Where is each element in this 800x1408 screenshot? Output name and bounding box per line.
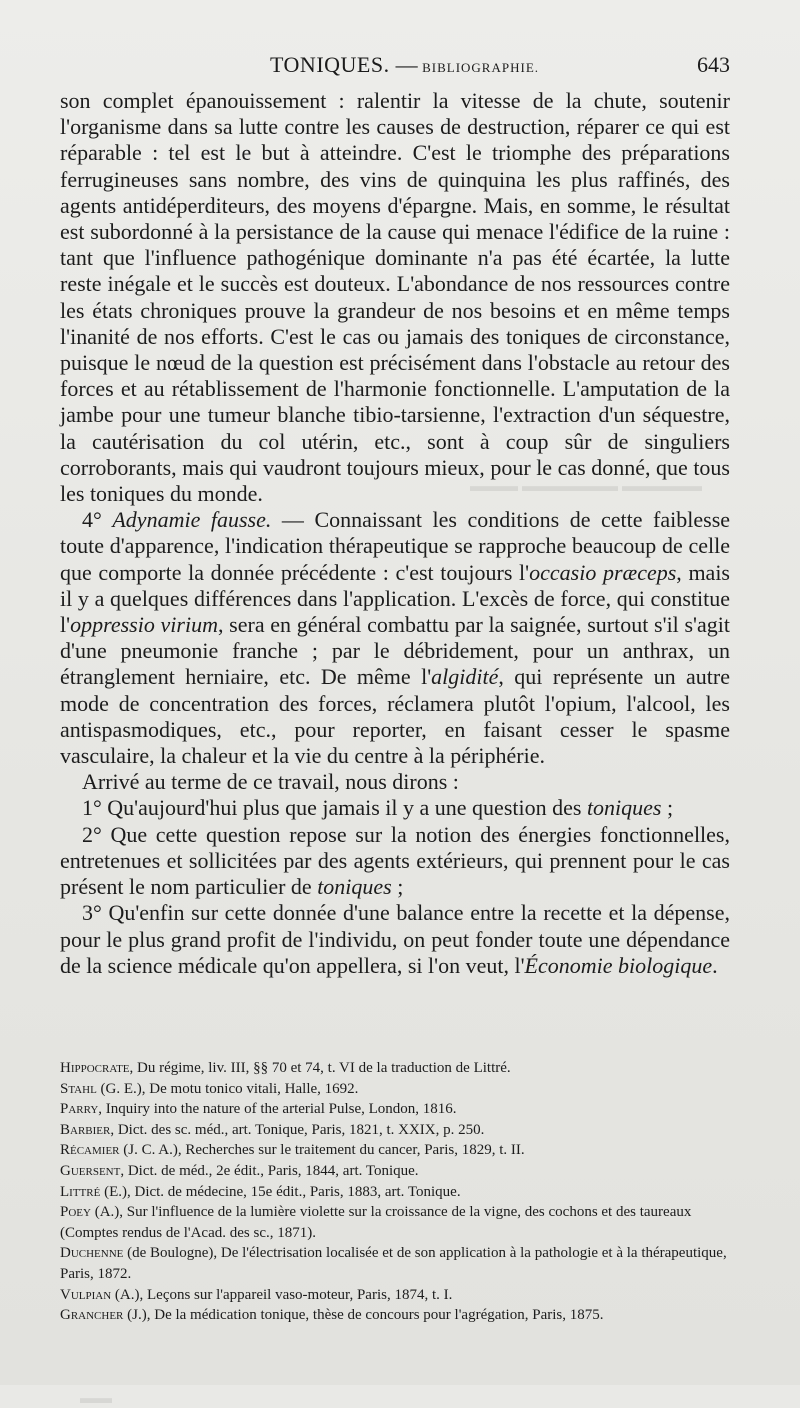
conclusion-point-1: 1° Qu'aujourd'hui plus que jamais il y a une question des toniques ;	[82, 795, 674, 821]
bibliography-entry: Barbier, Dict. des sc. méd., art. Tonique, Paris, 1821, t. XXIX, p. 250.	[60, 1121, 485, 1138]
bibliography-entry: Parry, Inquiry into the nature of the arterial Pulse, London, 1816.	[60, 1101, 457, 1118]
section-heading: Adynamie fausse.	[112, 507, 272, 533]
bibliography-entry: Hippocrate, Du régime, liv. III, §§ 70 et 74, t. VI de la traduction de Littré.	[60, 1060, 511, 1076]
bleed-through-decoration: ▬▬	[80, 1390, 112, 1407]
bibliography-entry: Grancher (J.), De la médication tonique, thèse de concours pour l'agrégation, Paris, 1875.	[60, 1307, 604, 1324]
paragraph-adynamie: 4° Adynamie fausse. — Connaissant les conditions de cette faiblesse toute d'apparence, l'indication thérapeutique se rapproche beaucoup de celle que comporte la donnée précédente : c'est toujours l'occasio præceps, mais il y a quelques différences dans l'application. L'excès de force, qui constitue l'oppressio virium, sera en général combattu par la saignée, surtout s'il s'agit d'une pneumonie franche ; par le débridement, pour un anthrax, un étranglement herniaire, etc. De même l'algidité, qui représente un autre mode de concentration des forces, réclamera plutôt l'opium, l'alcool, les antispasmodiques, etc., pour reporter, en faisant cesser le spasme vasculaire, la chaleur et la vie du centre à la périphérie.	[60, 507, 731, 769]
conclusion-point-3: 3° Qu'enfin sur cette donnée d'une balance entre la recette et la dépense, pour le plus grand profit de l'individu, on peut fonder toute une dépendance de la science médicale qu'on appellera, si l'on veut, l'Économie biologique.	[60, 900, 730, 978]
bibliography-entry: Récamier (J. C. A.), Recherches sur le traitement du cancer, Paris, 1829, t. II.	[60, 1142, 525, 1159]
paragraph-1: son complet épanouissement : ralentir la vitesse de la chute, soutenir l'organisme dans sa lutte contre les causes de destruction, réparer ce qui est réparable : tel est le but à atteindre. C'est le triomphe des préparations ferrugineuses sans nombre, des vins de quinquina les plus raffinés, des agents antidéperditeurs, des moyens d'épargne. Mais, en somme, le résultat est subordonné à la persistance de la cause qui menace l'édifice de la ruine : tant que l'influence pathogénique dominante n'a pas été écartée, la lutte reste inégale et le succès est douteux. L'abondance de nos ressources contre les états chroniques prouve la grandeur de nos besoins et en même temps l'inanité de nos efforts. C'est le cas ou jamais des toniques de circonstance, puisque le nœud de la question est précisément dans l'obstacle au retour des forces et au rétablissement de l'harmonie fonctionnelle. L'amputation de la jambe pour une tumeur blanche tibio-tarsienne, l'extraction d'un séquestre, la cautérisation du col utérin, etc., sont à coup sûr de singuliers corroborants, mais qui vaudront toujours mieux, pour le cas donné, que tous les toniques du monde.	[60, 88, 730, 507]
conclusion-point-2: 2° Que cette question repose sur la notion des énergies fonctionnelles, entretenues et sollicitées par des agents extérieurs, qui prennent pour le cas présent le nom particulier de toniques ;	[60, 821, 730, 900]
section-number: 4°	[82, 507, 102, 533]
bibliography-entry: Littré (E.), Dict. de médecine, 15e édit., Paris, 1883, art. Tonique.	[60, 1183, 461, 1200]
header-subtitle: BIBLIOGRAPHIE.	[422, 60, 540, 75]
bibliography-entry: Poey (A.), Sur l'influence de la lumière violette sur la croissance de la vigne, des cochons et des taureaux (Comptes rendus de l'Acad. des sc., 1871).	[60, 1204, 692, 1241]
bleed-through-decoration: ▬▬▬ ▬▬▬▬▬▬ ▬▬▬▬▬	[470, 478, 702, 495]
bibliography-entry: Duchenne (de Boulogne), De l'électrisation localisée et de son application à la pathologie et à la thérapeutique, Paris, 1872.	[60, 1245, 727, 1282]
bibliography	[60, 1058, 730, 1326]
bibliography-entry: Guersent, Dict. de méd., 2e édit., Paris, 1844, art. Tonique.	[60, 1162, 419, 1179]
main-text	[60, 88, 730, 979]
header-title: TONIQUES. — BIBLIOGRAPHIE.	[270, 52, 540, 77]
running-header	[60, 50, 730, 82]
bibliography-entry: Vulpian (A.), Leçons sur l'appareil vaso-moteur, Paris, 1874, t. I.	[60, 1286, 453, 1303]
bibliography-entry: Stahl (G. E.), De motu tonico vitali, Halle, 1692.	[60, 1080, 359, 1097]
paragraph-conclusion: Arrivé au terme de ce travail, nous dirons :	[82, 769, 459, 795]
page-number: 643	[697, 52, 730, 77]
